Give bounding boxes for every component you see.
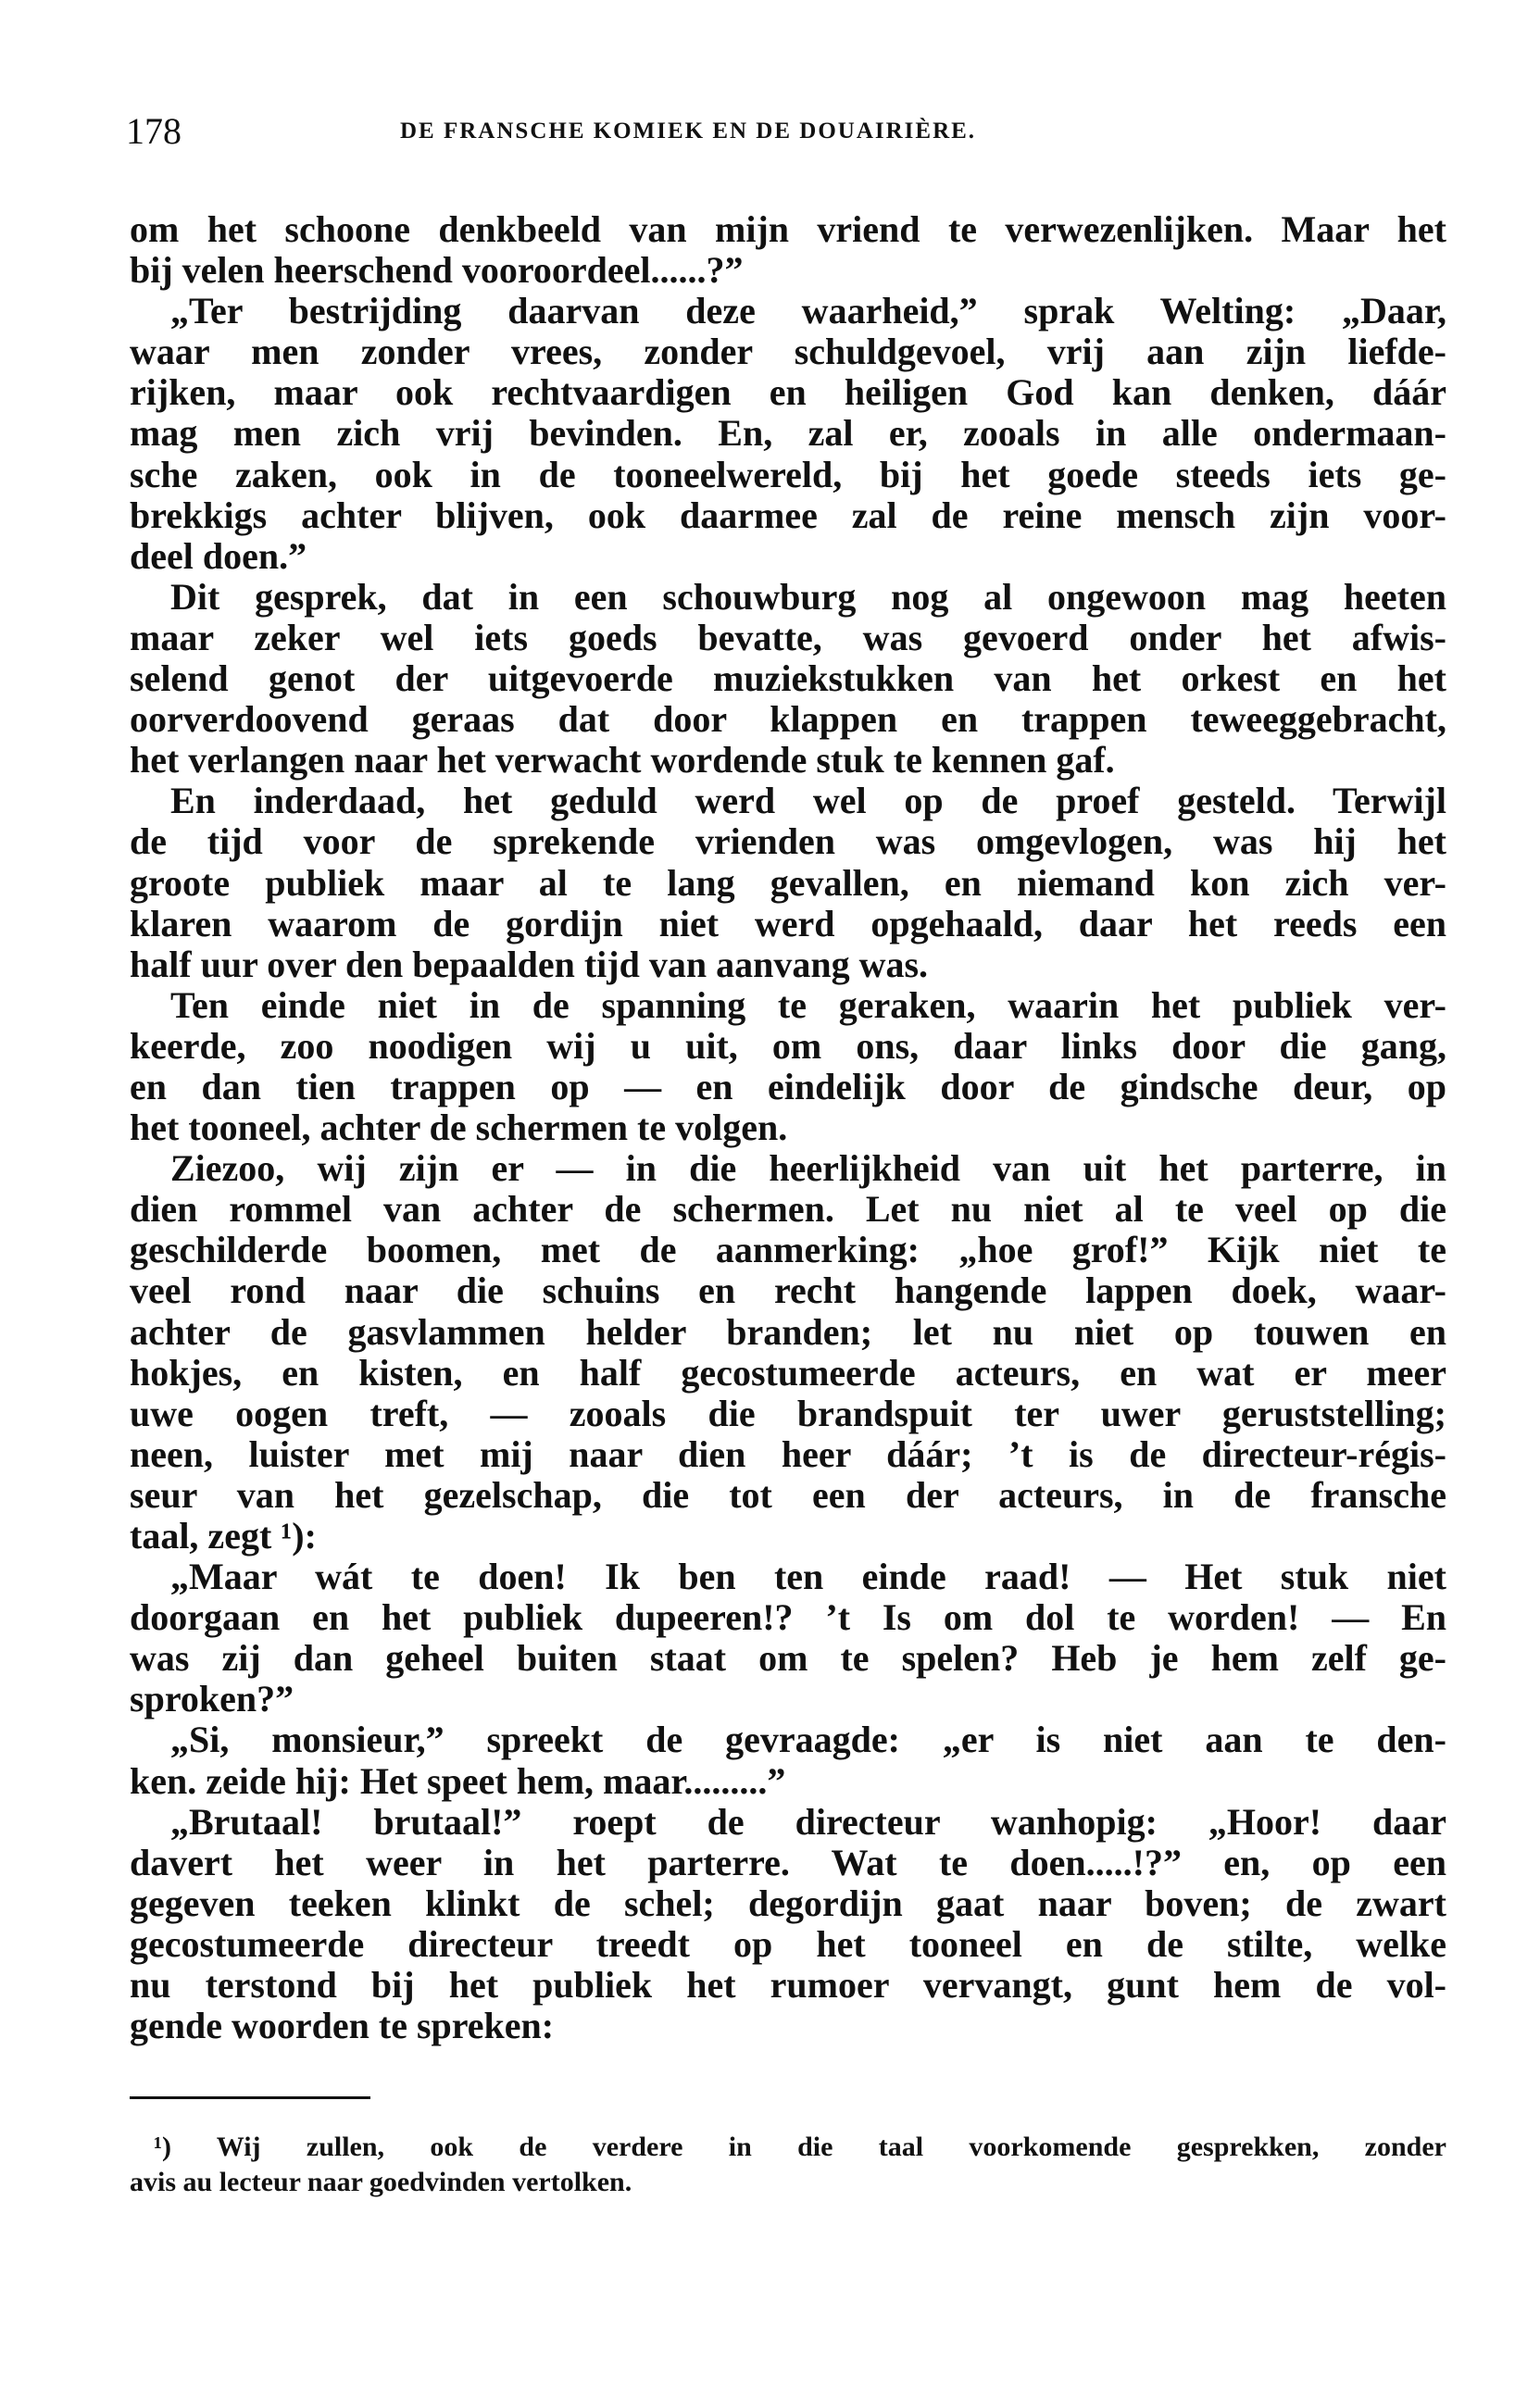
text-line: gende woorden te spreken:: [130, 2005, 555, 2047]
text-line: veel rond naar die schuins en recht hangende lappen doek, waar-: [130, 1269, 1446, 1312]
paragraph: [130, 209, 1446, 291]
text-line: dien rommel van achter de schermen. Let nu niet al te veel op die: [130, 1188, 1446, 1231]
text-line: selend genot der uitgevoerde muziekstukken van het orkest en het: [130, 657, 1446, 700]
paragraph: [130, 1557, 1446, 1719]
text-line: gegeven teeken klinkt de schel; degordijn gaat naar boven; de zwart: [130, 1882, 1446, 1924]
body-text: [130, 209, 1446, 2046]
text-line: was zij dan geheel buiten staat om te spelen? Heb je hem zelf ge-: [130, 1637, 1446, 1680]
text-line: mag men zich vrij bevinden. En, zal er, zooals in alle ondermaan-: [130, 412, 1446, 455]
page-number: 178: [126, 110, 182, 152]
paragraph: [130, 291, 1446, 577]
text-line: om het schoone denkbeeld van mijn vriend te verwezenlijken. Maar het: [130, 208, 1446, 250]
paragraph: [130, 985, 1446, 1148]
text-line: het tooneel, achter de schermen te volgen.: [130, 1107, 788, 1149]
text-line: half uur over den bepaalden tijd van aanvang was.: [130, 943, 929, 985]
text-line: uwe oogen treft, — zooals die brandspuit ter uwer geruststelling;: [130, 1392, 1446, 1434]
text-line: „Brutaal! brutaal!” roept de directeur wanhopig: „Hoor! daar: [170, 1800, 1446, 1843]
text-line: brekkigs achter blijven, ook daarmee zal de reine mensch zijn voor-: [130, 494, 1446, 536]
text-line: Ten einde niet in de spanning te geraken, waarin het publiek ver-: [170, 983, 1446, 1026]
text-line: keerde, zoo noodigen wij u uit, om ons, daar links door die gang,: [130, 1024, 1446, 1067]
paragraph: [130, 781, 1446, 984]
text-line: groote publiek maar al te lang gevallen, en niemand kon zich ver-: [130, 861, 1446, 904]
text-line: „Si, monsieur,” spreekt de gevraagde: „er is niet aan te den-: [170, 1719, 1446, 1761]
text-line: ken. zeide hij: Het speet hem, maar.........”: [130, 1759, 786, 1802]
text-line: bij velen heerschend vooroordeel......?”: [130, 249, 744, 292]
text-line: de tijd voor de sprekende vrienden was omgevlogen, was hij het: [130, 820, 1446, 863]
footnote-line: avis au lecteur naar goedvinden vertolken.: [130, 2167, 632, 2197]
text-line: „Ter bestrijding daarvan deze waarheid,” sprak Welting: „Daar,: [170, 290, 1446, 332]
footnote: [130, 2130, 1446, 2200]
text-line: rijken, maar ook rechtvaardigen en heiligen God kan denken, dáár: [130, 371, 1446, 414]
text-line: het verlangen naar het verwacht wordende stuk te kennen gaf.: [130, 739, 1115, 782]
paragraph: [130, 1719, 1446, 1801]
text-line: hokjes, en kisten, en half gecostumeerde acteurs, en wat er meer: [130, 1351, 1446, 1394]
text-line: en dan tien trappen op — en eindelijk door de gindsche deur, op: [130, 1065, 1446, 1107]
text-line: waar men zonder vrees, zonder schuldgevoel, vrij aan zijn liefde-: [130, 331, 1446, 373]
text-line: sche zaken, ook in de tooneelwereld, bij het goede steeds iets ge-: [130, 453, 1446, 495]
text-line: oorverdoovend geraas dat door klappen en trappen teweeggebracht,: [130, 698, 1446, 741]
text-line: davert het weer in het parterre. Wat te doen.....!?” en, op een: [130, 1841, 1446, 1883]
text-line: „Maar wát te doen! Ik ben ten einde raad! — Het stuk niet: [170, 1556, 1446, 1598]
text-line: gecostumeerde directeur treedt op het tooneel en de stilte, welke: [130, 1922, 1446, 1965]
text-line: geschilderde boomen, met de aanmerking: „hoe grof!” Kijk niet te: [130, 1229, 1446, 1271]
text-line: Ziezoo, wij zijn er — in die heerlijkheid van uit het parterre, in: [170, 1147, 1446, 1190]
text-line: deel doen.”: [130, 534, 307, 577]
text-line: seur van het gezelschap, die tot een der acteurs, in de fransche: [130, 1473, 1446, 1516]
text-line: sproken?”: [130, 1678, 294, 1720]
text-line: nu terstond bij het publiek het rumoer vervangt, gunt hem de vol-: [130, 1964, 1446, 2007]
paragraph: [130, 577, 1446, 781]
paragraph: [130, 1148, 1446, 1557]
text-line: neen, luister met mij naar dien heer dáár; ’t is de directeur-régis-: [130, 1432, 1446, 1475]
text-line: taal, zegt ¹):: [130, 1515, 317, 1557]
paragraph: [130, 1802, 1446, 2047]
running-head: DE FRANSCHE KOMIEK EN DE DOUAIRIÈRE.: [400, 119, 977, 144]
text-line: doorgaan en het publiek dupeeren!? ’t Is om dol te worden! — En: [130, 1596, 1446, 1639]
text-line: achter de gasvlammen helder branden; let nu niet op touwen en: [130, 1310, 1446, 1353]
text-line: klaren waarom de gordijn niet werd opgehaald, daar het reeds een: [130, 902, 1446, 944]
text-line: Dit gesprek, dat in een schouwburg nog al ongewoon mag heeten: [170, 575, 1446, 618]
page-header: [126, 109, 1450, 156]
footnote-rule: [130, 2096, 370, 2099]
text-line: En inderdaad, het geduld werd wel op de proef gesteld. Terwijl: [170, 780, 1446, 822]
footnote-line: ¹) Wij zullen, ook de verdere in die taal voorkomende gesprekken, zonder: [154, 2132, 1446, 2162]
text-line: maar zeker wel iets goeds bevatte, was gevoerd onder het afwis-: [130, 616, 1446, 658]
